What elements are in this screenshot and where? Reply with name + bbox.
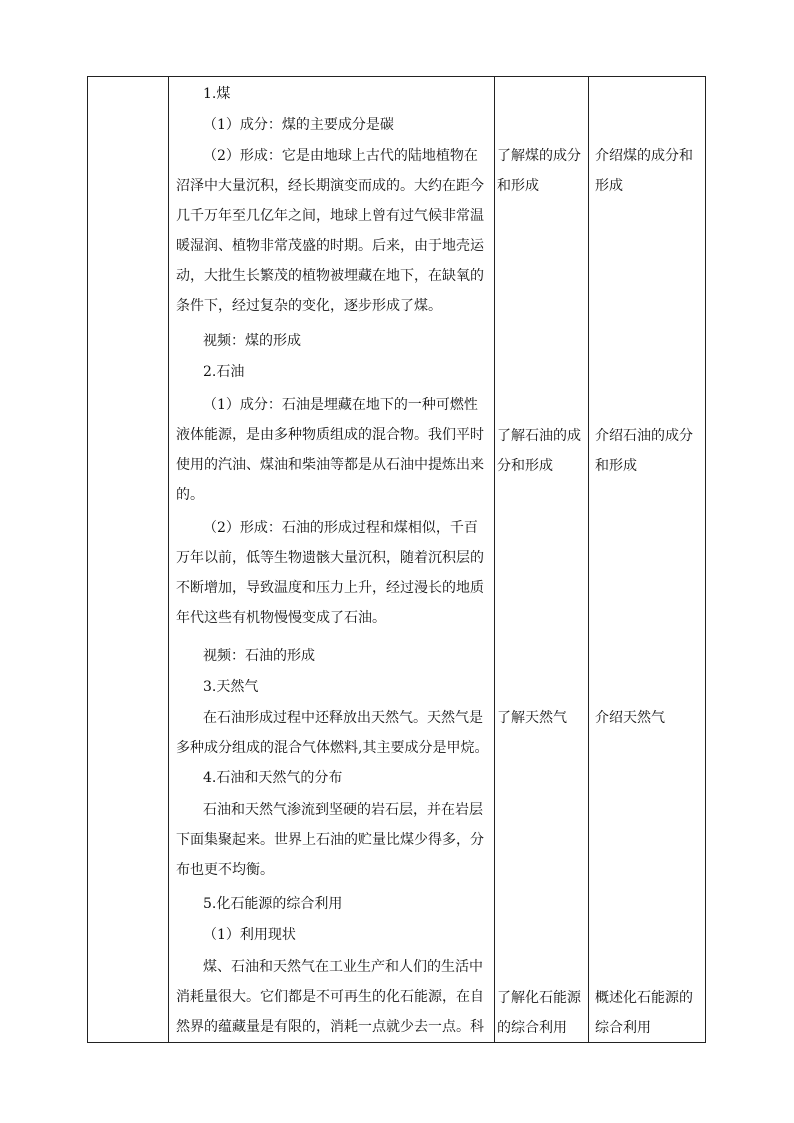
heading-natural-gas: 3.天然气 — [203, 679, 259, 695]
coal-formation: （2）形成：它是由地球上古代的陆地植物在 沼泽中大量沉积，经长期演变而成的。大约在距今 几千万年至几亿年之间，地球上曾有过气候非常温 暖湿润、植物非常茂盛的时期。后来，由于地壳运 动，大批生长繁茂的植物被埋藏在地下，在缺氧的 条件下，经过复杂的变化，逐步形成了煤。 — [176, 148, 484, 314]
oil-composition: （1）成分：石油是埋藏在地下的一种可燃性 液体能源，是由多种物质组成的混合物。我们平时 使用的汽油、煤油和柴油等都是从石油中提炼出来 的。 — [176, 397, 484, 503]
goal-coal: 了解煤的成分 和形成 — [497, 148, 581, 194]
goal-oil: 了解石油的成 分和形成 — [497, 428, 581, 474]
activity-coal: 介绍煤的成分和 形成 — [595, 148, 693, 194]
oil-formation: （2）形成：石油的形成过程和煤相似，千百 万年以前，低等生物遗骸大量沉积，随着沉积层的 不断增加，导致温度和压力上升，经过漫长的地质 年代这些有机物慢慢变成了石油。 — [176, 520, 484, 626]
activity-natural-gas: 介绍天然气 — [595, 710, 665, 726]
heading-coal: 1.煤 — [203, 86, 231, 102]
usage-status-text: 煤、石油和天然气在工业生产和人们的生活中 消耗量很大。它们都是不可再生的化石能源，在自 然界的蕴藏量是有限的，消耗一点就少去一点。科 — [176, 959, 484, 1035]
usage-status-heading: （1）利用现状 — [203, 927, 296, 943]
heading-distribution: 4.石油和天然气的分布 — [203, 770, 343, 786]
activity-oil: 介绍石油的成分 和形成 — [595, 428, 693, 474]
goal-comprehensive-use: 了解化石能源 的综合利用 — [497, 990, 581, 1036]
column-divider — [588, 77, 589, 1042]
distribution-text: 石油和天然气渗流到坚硬的岩石层，并在岩层 下面集聚起来。世界上石油的贮量比煤少得多，分 布也更不均衡。 — [176, 802, 484, 878]
video-coal: 视频：煤的形成 — [203, 333, 301, 349]
coal-composition: （1）成分：煤的主要成分是碳 — [203, 117, 394, 133]
activity-comprehensive-use: 概述化石能源的 综合利用 — [595, 990, 693, 1036]
goal-natural-gas: 了解天然气 — [497, 710, 567, 726]
natural-gas-text: 在石油形成过程中还释放出天然气。天然气是 多种成分组成的混合气体燃料,其主要成分是甲烷。 — [176, 710, 489, 756]
content-column — [169, 77, 495, 1042]
lesson-table — [87, 76, 706, 1043]
heading-comprehensive-use: 5.化石能源的综合利用 — [203, 896, 343, 912]
heading-oil: 2.石油 — [203, 364, 245, 380]
video-oil: 视频：石油的形成 — [203, 648, 315, 664]
